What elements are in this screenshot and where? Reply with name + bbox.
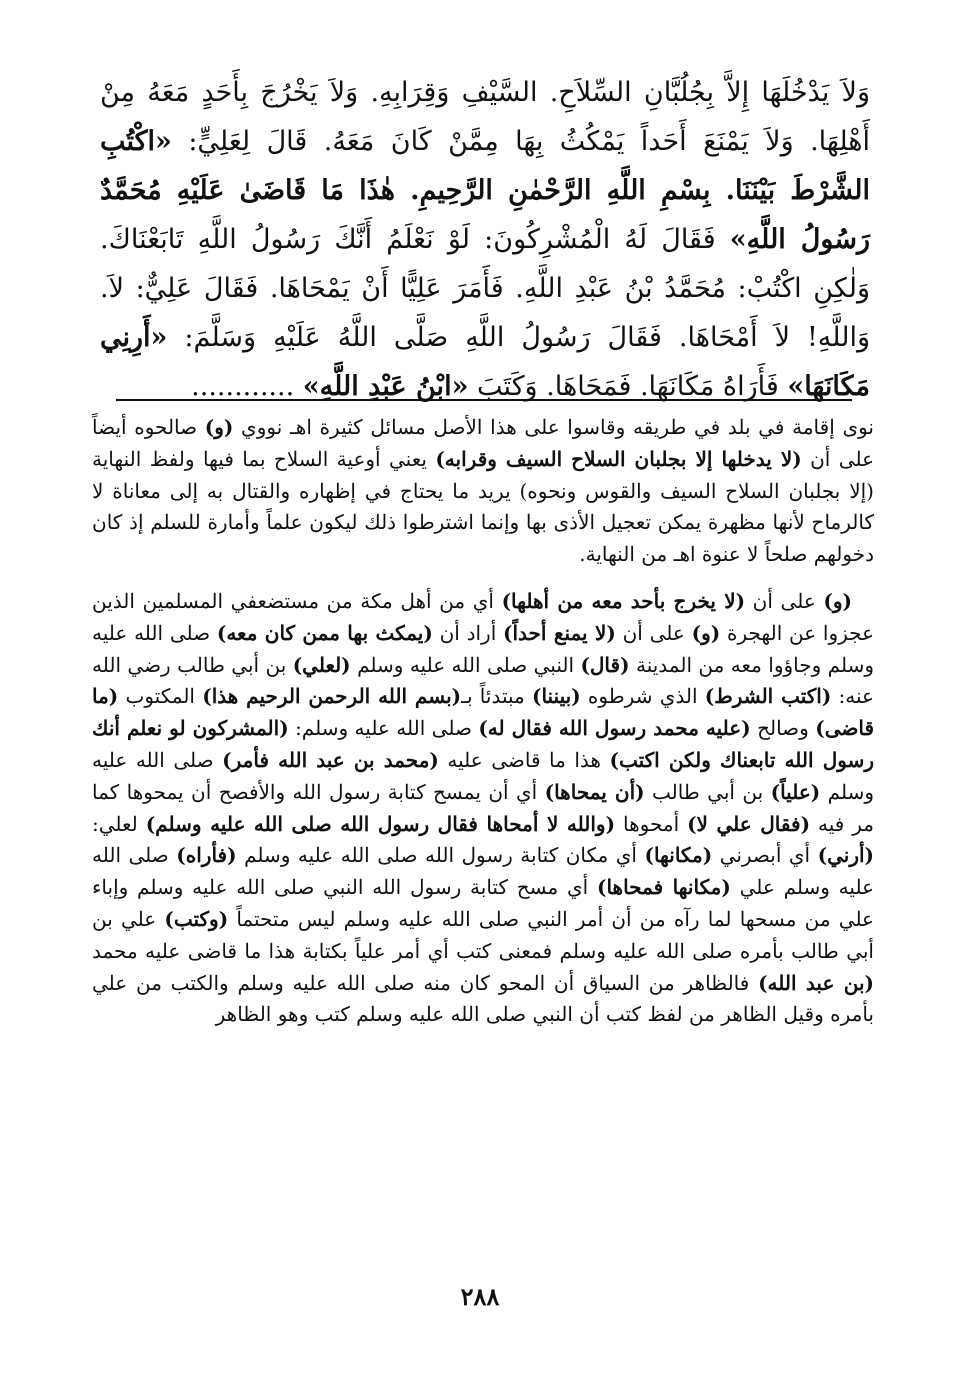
hadith-quote-bold: «أَرِنِي مَكَانَهَا» [100, 322, 870, 402]
commentary-lemma: (يمكث بها ممن كان معه) [216, 620, 433, 645]
commentary-lemma: (أن يمحاها) [544, 779, 645, 804]
commentary-lemma: (لا يمنع أحداً) [503, 620, 616, 645]
commentary-segment: مبتدئاً بـ [461, 684, 532, 709]
commentary-lemma: (بن عبد الله) [758, 970, 874, 995]
commentary-paragraph [92, 412, 874, 571]
commentary-segment: الذي شرطوه [580, 684, 705, 709]
commentary-lemma: (و) [204, 415, 234, 439]
commentary-lemma: (لا يخرج بأحد معه من أهلها) [501, 588, 746, 613]
commentary-lemma: (و) [691, 620, 721, 645]
commentary-segment: أي مكان كتابة رسول الله صلى الله عليه وسلم [236, 843, 645, 868]
commentary-segment: فالظاهر من السياق أن المحو كان منه صلى الله عليه وسلم والكتب من علي بأمره وقيل الظاهر من لفظ كتب أن النبي صلى الله عليه وسلم كتب وهو الظاهر [92, 970, 874, 1027]
commentary-lemma: (أرني) [817, 843, 875, 868]
commentary-lemma: (قال) [580, 652, 630, 677]
commentary-segment: صالحوه أيضاً على أن [92, 415, 875, 471]
commentary-segment: أي مسح كتابة رسول الله النبي صلى الله عليه وسلم وإباء علي من مسحها لما رآه من أن أمر النبي صلى الله عليه وسلم ليس متحتماً [92, 875, 874, 931]
commentary-lemma: (مكانها فمحاها) [596, 875, 731, 900]
commentary-segment: هذا ما قاضى عليه [438, 747, 610, 772]
commentary-lemma: (اكتب الشرط) [704, 684, 832, 709]
hadith-text [100, 68, 870, 411]
commentary-lemma: (لا يدخلها إلا بجلبان السلاح السيف وقرابه) [435, 446, 802, 471]
commentary-segment: صلى الله عليه وسلم وجاؤوا معه من المدينة [92, 620, 875, 677]
commentary-lemma: (لعلي) [292, 652, 351, 677]
commentary-lemma: (علياً) [770, 779, 821, 804]
hadith-text-segment: فَأَرَاهُ مَكَانَهَا. فَمَحَاهَا. وَكَتَبَ [468, 371, 788, 402]
hadith-paragraph [100, 68, 870, 411]
commentary-segment: بن أبي طالب [644, 779, 771, 804]
commentary-segment: علي بن أبي طالب بأمره صلى الله عليه وسلم فمعنى كتب أي أمر علياً بكتابة هذا ما قاضى عليه محمد [92, 906, 874, 963]
commentary-text [92, 412, 874, 1031]
hadith-text-segment: وَلاَ يَدْخُلَهَا إِلاَّ بِجُلُبَّانِ السِّلاَحِ. السَّيْفِ وَقِرَابِهِ. وَلاَ يَخْرُجَ بِأَحَدٍ مَعَهُ مِنْ أَهْلِهَا. وَلاَ يَمْنَعَ أَحَداً يَمْكُثُ بِهَا مِمَّنْ كَانَ مَعَهُ. قَالَ لِعَلِيٍّ: [100, 77, 870, 157]
commentary-segment: أمحوها [615, 811, 688, 836]
commentary-lemma: (والله لا أمحاها فقال رسول الله صلى الله عليه وسلم) [145, 811, 616, 836]
page-number: ٢٨٨ [460, 1282, 500, 1311]
commentary-segment: أي أبصرني [712, 843, 818, 868]
commentary-segment: أي أن يمسح كتابة رسول الله والأفصح أن يمحوها كما مر فيه [92, 779, 874, 836]
commentary-lemma: (فقال علي لا) [687, 811, 811, 836]
footnote-divider [116, 399, 852, 401]
commentary-segment: يعني أوعية السلاح بما فيها ولفظ النهاية (إلا بجلبان السلاح السيف والقوس ونحوه) يريد ما يحتاج في إظهاره والقتال به إلى معاناة لا كالرماح لأنها مظهرة يمكن تعجيل الأذى بها وإنما اشترطوا ذلك ليكون علماً وأمارة للسلم إذ كان دخولهم صلحاً لا عنوة اهـ من النهاية. [92, 446, 874, 567]
commentary-segment: وصالح [750, 716, 816, 741]
commentary-lemma: (مكانها) [644, 843, 713, 868]
commentary-segment: على أن [745, 588, 824, 613]
commentary-segment: صلى الله عليه وسلم: [288, 716, 479, 741]
commentary-lemma: (عليه محمد رسول الله فقال له) [478, 716, 751, 741]
hadith-text-segment: فَقَالَ لَهُ الْمُشْرِكُونَ: لَوْ نَعْلَمُ أَنَّكَ رَسُولُ اللَّهِ تَابَعْنَاكَ. وَلٰكِنِ اكْتُبْ: مُحَمَّدُ بْنُ عَبْدِ اللَّهِ. فَأَمَرَ عَلِيًّا أَنْ يَمْحَاهَا. فَقَالَ عَلِيٌّ: لاَ. وَاللَّهِ! لاَ أَمْحَاهَا. فَقَالَ رَسُولُ اللَّهِ صَلَّى اللَّهُ عَلَيْهِ وَسَلَّمَ: [100, 224, 870, 353]
commentary-segment: على أن [615, 620, 692, 645]
commentary-lemma: (وكتب) [164, 906, 229, 931]
commentary-paragraph [92, 586, 874, 1031]
commentary-lemma: (بيننا) [531, 684, 581, 709]
commentary-lemma: (و) [823, 588, 852, 613]
commentary-segment: صلى الله عليه وسلم [92, 747, 874, 804]
hadith-continuation-dots: ............ [191, 371, 303, 402]
commentary-lemma: (فأراه) [176, 843, 237, 868]
hadith-quote-bold: «اكْتُبِ الشَّرْطَ بَيْنَنَا. بِسْمِ اللَّهِ الرَّحْمٰنِ الرَّحِيمِ. هٰذَا مَا قَاضَىٰ عَلَيْهِ مُحَمَّدٌ رَسُولُ اللَّهِ» [100, 126, 870, 255]
commentary-lemma: (ما قاضى) [92, 684, 875, 741]
commentary-segment: أراد أن [432, 620, 504, 645]
commentary-segment: المكتوب [118, 684, 203, 709]
commentary-segment: صلى الله عليه وسلم علي [92, 843, 874, 900]
hadith-quote-bold: «ابْنُ عَبْدِ اللَّهِ» [302, 371, 469, 402]
commentary-segment: النبي صلى الله عليه وسلم [350, 652, 581, 677]
commentary-lemma: (المشركون لو نعلم أنك رسول الله تابعناك ولكن اكتب) [92, 716, 874, 772]
commentary-lemma: (بسم الله الرحمن الرحيم هذا) [202, 684, 462, 709]
commentary-segment: نوى إقامة في بلد في طريقه وقاسوا على هذا الأصل مسائل كثيرة اهـ نووي [233, 415, 874, 439]
commentary-segment: بن أبي طالب رضي الله عنه: [92, 652, 874, 709]
commentary-lemma: (محمد بن عبد الله فأمر) [222, 747, 439, 772]
commentary-segment: لعلي: [92, 811, 146, 836]
commentary-segment: أي من أهل مكة من مستضعفي المسلمين الذين عجزوا عن الهجرة [92, 588, 875, 645]
